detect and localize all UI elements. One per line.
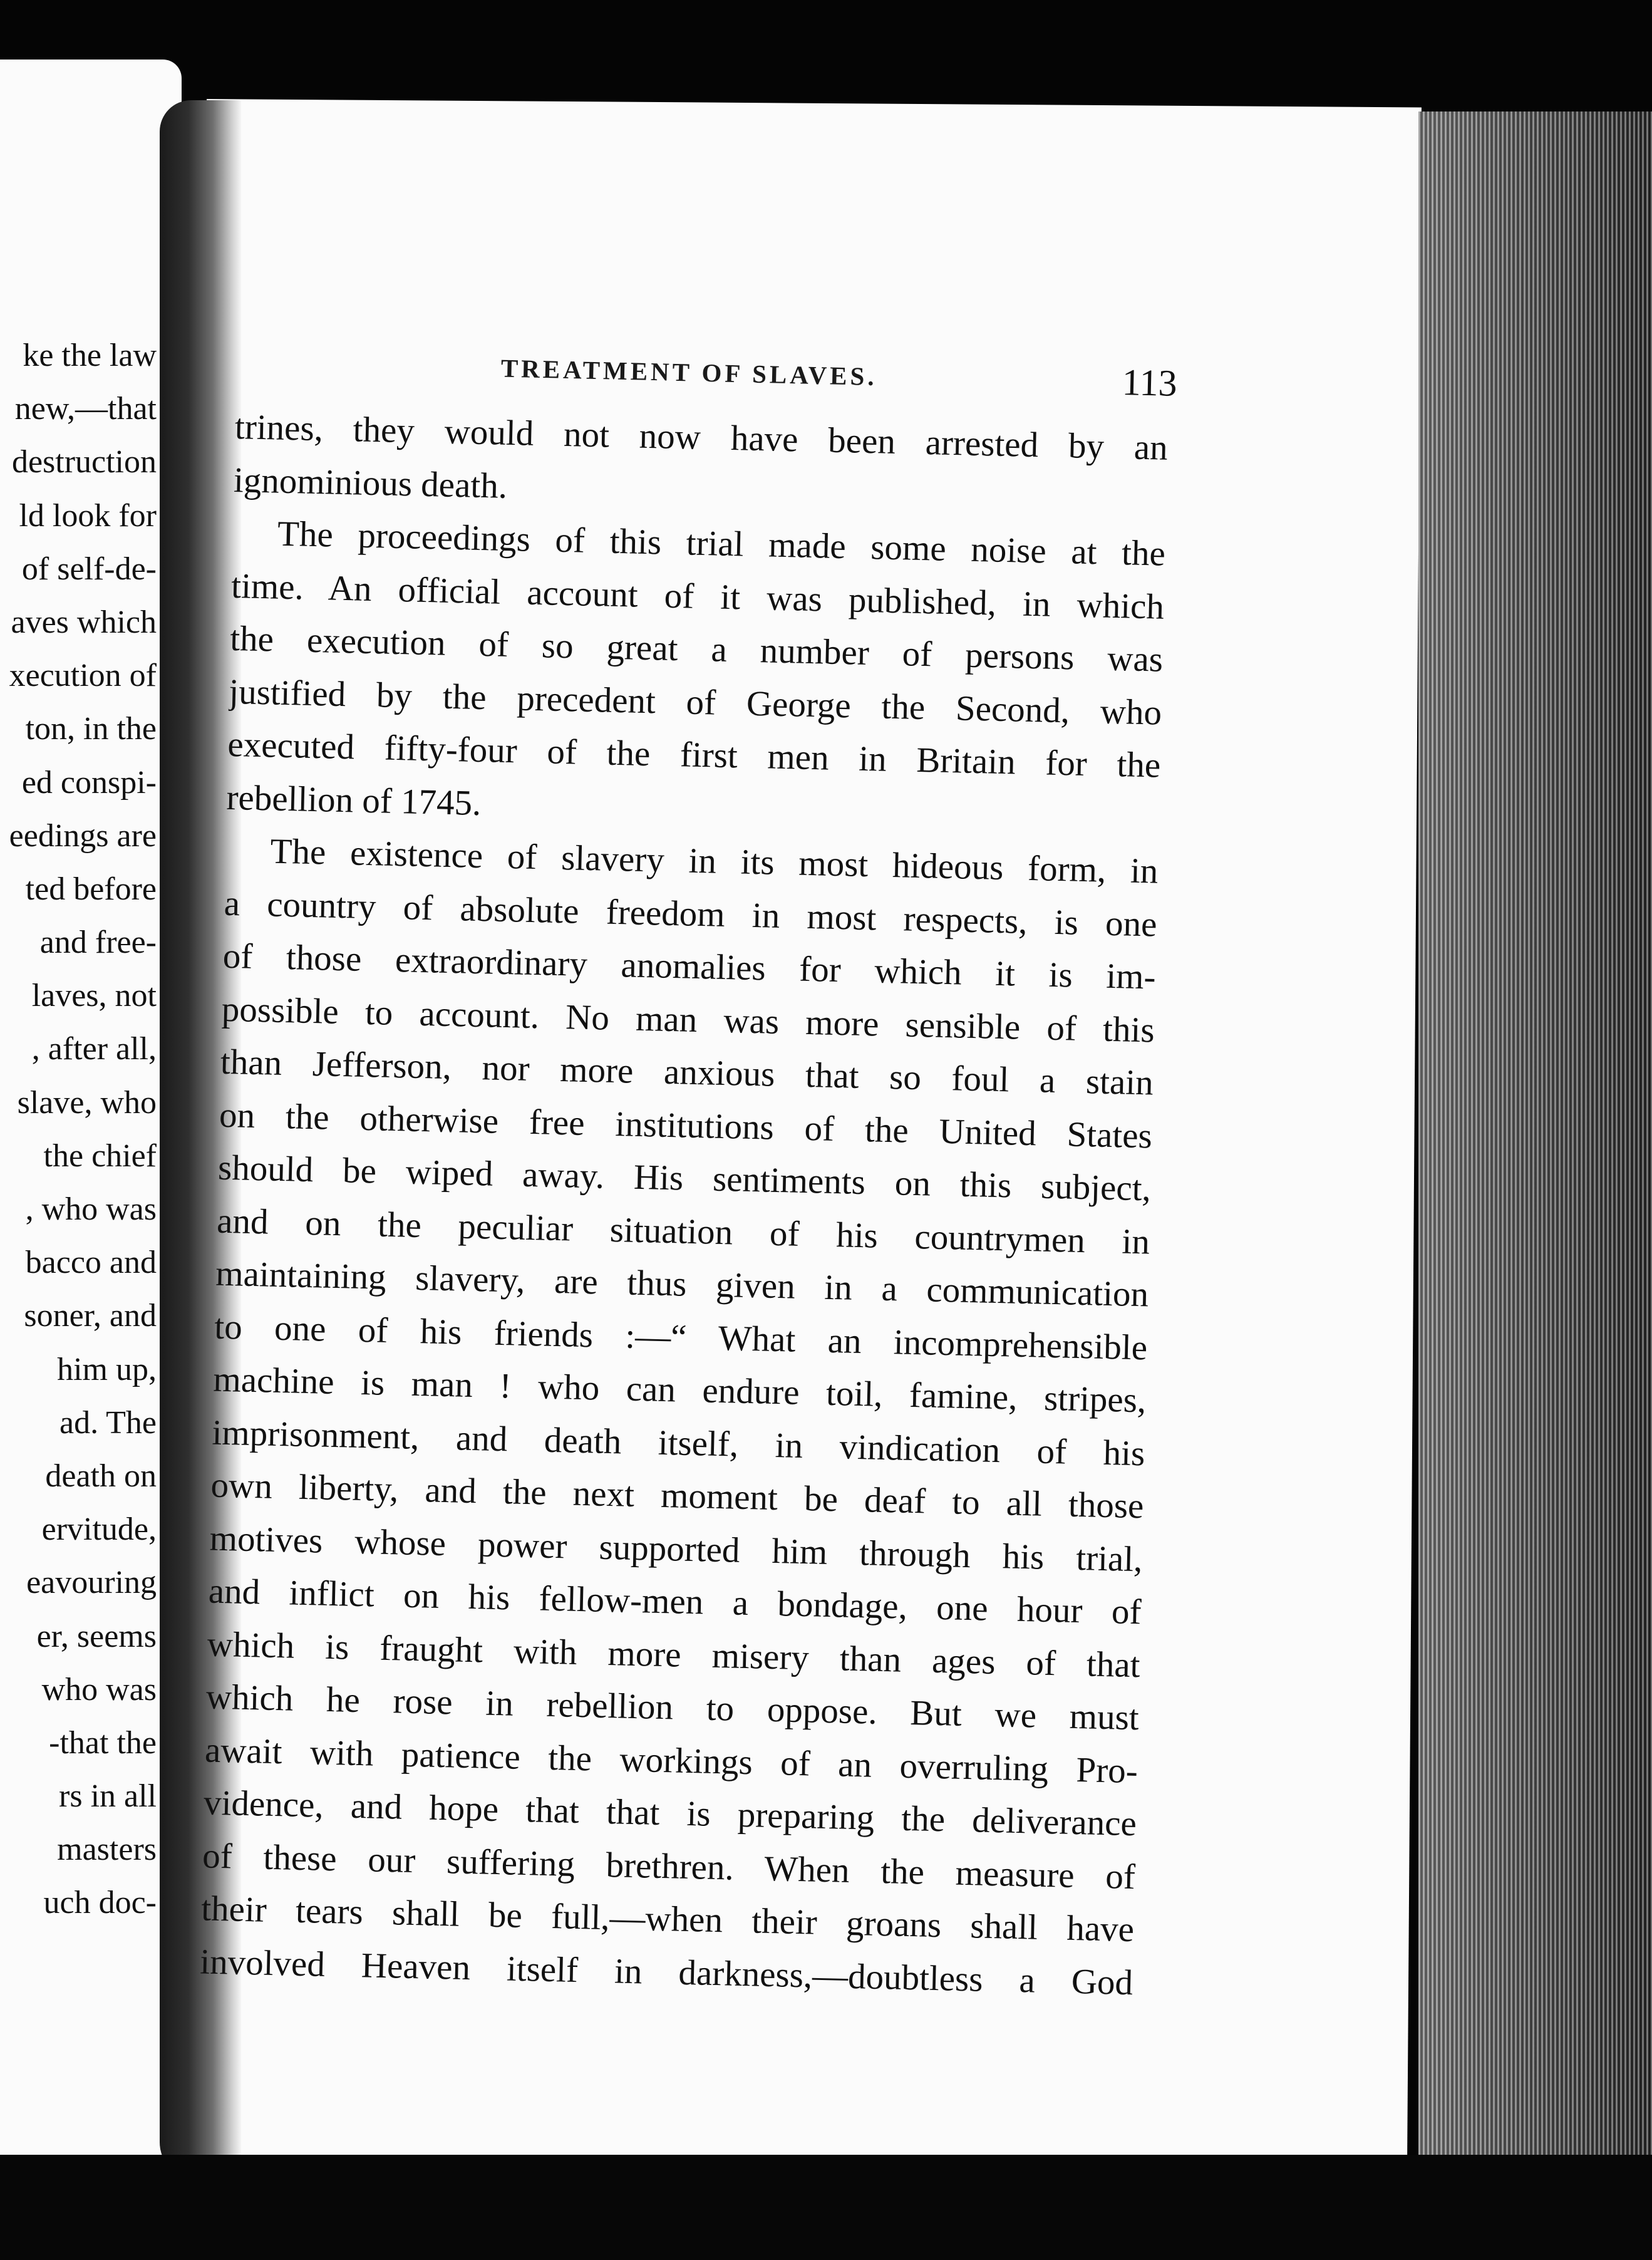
text-line: which he rose in rebellion to oppose. But we must — [205, 1677, 1140, 1738]
left-line: ad. The — [59, 1404, 157, 1441]
scan-background-bottom — [0, 2155, 1652, 2260]
text-line: rebellion of 1745. — [225, 777, 482, 823]
text-line: ignominious death. — [233, 460, 508, 506]
text-line: motives whose power supported him through his trial, — [209, 1518, 1143, 1579]
text-line: possible to account. No man was more sensible of this — [221, 989, 1155, 1050]
text-line: to one of his friends :—“ What an incomprehensible — [214, 1307, 1148, 1367]
page-edges — [1418, 111, 1652, 2179]
left-line: xecution of — [9, 658, 157, 694]
text-line: await with patience the workings of an overruling Pro- — [204, 1729, 1138, 1791]
text-line: and inflict on his fellow-men a bondage, one hour of — [208, 1571, 1142, 1632]
text-line: and on the peculiar situation of his countrymen in — [216, 1201, 1150, 1262]
text-line: of these our suffering brethren. When the measure of — [202, 1835, 1136, 1897]
left-line: who was — [41, 1671, 157, 1708]
left-line: the chief — [43, 1138, 157, 1174]
text-line: a country of absolute freedom in most respects, is one — [224, 883, 1158, 945]
left-line: destruction — [11, 444, 157, 480]
text-line: which is fraught with more misery than ages of that — [207, 1624, 1141, 1685]
text-line: trines, they would not now have been arrested by an — [234, 407, 1169, 468]
text-line: The existence of slavery in its most hideous form, in — [269, 831, 1159, 891]
text-line: own liberty, and the next moment be deaf to all those — [210, 1465, 1145, 1527]
left-line: ton, in the — [25, 711, 157, 747]
text-line: their tears shall be full,—when their groans shall have — [200, 1889, 1135, 1950]
text-line: time. An official account of it was published, in which — [230, 566, 1165, 627]
left-line: and free- — [39, 925, 157, 961]
text-line: maintaining slavery, are thus given in a communication — [215, 1253, 1149, 1315]
left-line: bacco and — [25, 1245, 157, 1281]
left-line: , who was — [25, 1191, 157, 1227]
left-facing-page — [0, 60, 182, 2180]
text-line: should be wiped away. His sentiments on this subject, — [217, 1148, 1152, 1209]
left-line: , after all, — [31, 1031, 157, 1067]
text-line: executed fifty-four of the first men in Britain for the — [227, 724, 1161, 785]
running-head: TREATMENT OF SLAVES. — [500, 353, 878, 391]
text-line: imprisonment, and death itself, in vindication of his — [211, 1412, 1145, 1473]
body-text — [199, 401, 1168, 2009]
text-line: than Jefferson, nor more anxious that so foul a stain — [220, 1042, 1154, 1103]
page-number: 113 — [1122, 361, 1178, 404]
text-line: The proceedings of this trial made some noise at the — [277, 514, 1166, 574]
left-line: rs in all — [59, 1778, 157, 1815]
text-line: on the otherwise free institutions of the United States — [219, 1095, 1153, 1156]
text-line: vidence, and hope that that is preparing the deliverance — [203, 1783, 1137, 1844]
left-line: uch doc- — [43, 1885, 157, 1921]
left-line: ted before — [25, 871, 157, 907]
left-line: of self-de- — [21, 551, 157, 587]
left-line: death on — [45, 1458, 157, 1494]
left-line: him up, — [57, 1351, 157, 1387]
left-line: ervitude, — [41, 1511, 157, 1548]
left-line: laves, not — [31, 978, 157, 1014]
text-line: involved Heaven itself in darkness,—doubtless a God — [199, 1941, 1133, 2003]
left-page-text — [0, 329, 157, 1930]
left-line: ke the law — [23, 338, 157, 373]
left-line: ed conspi- — [21, 764, 157, 801]
text-line: of those extraordinary anomalies for which it is im- — [222, 936, 1157, 997]
left-line: ld look for — [19, 497, 157, 534]
text-line: machine is man ! who can endure toil, famine, stripes, — [212, 1359, 1147, 1421]
text-line: justified by the precedent of George the Second, who — [228, 671, 1162, 733]
left-line: er, seems — [36, 1618, 157, 1654]
left-line: masters — [57, 1832, 157, 1868]
left-line: aves which — [11, 604, 157, 640]
left-line: eavouring — [26, 1565, 157, 1601]
text-line: the execution of so great a number of persons was — [229, 618, 1164, 680]
left-line: eedings are — [9, 817, 157, 854]
left-line: soner, and — [24, 1298, 157, 1334]
left-line: slave, who — [17, 1084, 157, 1121]
left-line: new,—that — [14, 391, 157, 427]
left-line: -that the — [49, 1724, 157, 1761]
